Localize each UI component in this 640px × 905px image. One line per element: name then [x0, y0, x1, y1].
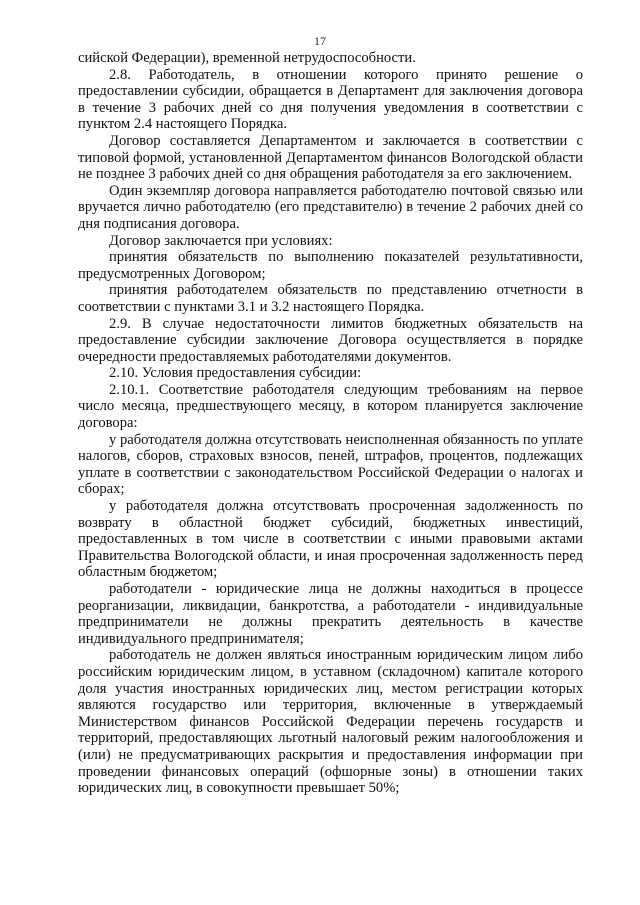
paragraph-2-10-1: 2.10.1. Соответствие работодателя следующим требованиям на первое число месяца, предшествующего месяцу, в котором планируется заключение договора: [78, 381, 583, 432]
paragraph-contract-copy: Один экземпляр договора направляется работодателю почтовой связью или вручается лично работодателю (его представителю) в течение 2 рабочих дней со дня подписания договора. [78, 182, 583, 232]
paragraph-requirement-debt: у работодателя должна отсутствовать просроченная задолженность по возврату в областной бюджет субсидий, бюджетных инвестиций, предоставленных в том числе в соответствии с иными правовыми актами Правительства Вологодской области, и иная просроченная задолженность перед областным бюджетом; [78, 498, 583, 581]
paragraph-requirement-offshore: работодатель не должен являться иностранным юридическим лицом либо российским юридическим лицом, в уставном (складочном) капитале которого доля участия иностранных юридических лиц, местом регистрации которых являются государство или территория, включенные в утверждаемый Министерством финансов Российской Федерации перечень государств и территорий, предоставляющих льготный налоговый режим налогообложения и (или) не предусматривающих раскрытия и предоставления информации при проведении финансовых операций (офшорные зоны) в отношении таких юридических лиц, в совокупности превышает 50%; [78, 647, 583, 797]
document-body [78, 50, 583, 797]
paragraph-continuation: сийской Федерации), временной нетрудоспособности. [78, 50, 416, 66]
paragraph-requirement-reorganization: работодатели - юридические лица не должны находиться в процессе реорганизации, ликвидации, банкротства, а работодатели - индивидуальные предприниматели не должны прекратить деятельность в качестве индивидуального предпринимателя; [78, 581, 583, 647]
paragraph-contract-drafting: Договор составляется Департаментом и заключается в соответствии с типовой формой, установленной Департаментом финансов Вологодской области не позднее 3 рабочих дней со дня обращения работодателя за его заключением. [78, 132, 583, 183]
paragraph-contract-conditions: Договор заключается при условиях: [109, 232, 333, 249]
paragraph-condition-reporting: принятия работодателем обязательств по представлению отчетности в соответствии с пунктами 3.1 и 3.2 настоящего Порядка. [78, 282, 583, 315]
paragraph-condition-indicators: принятия обязательств по выполнению показателей результативности, предусмотренных Договором; [78, 249, 583, 282]
paragraph-2-10: 2.10. Условия предоставления субсидии: [109, 365, 362, 382]
page-number: 17 [314, 34, 326, 48]
paragraph-requirement-taxes: у работодателя должна отсутствовать неисполненная обязанность по уплате налогов, сборов, страховых взносов, пеней, штрафов, процентов, подлежащих уплате в соответствии с законодательством Российской Федерации о налогах и сборах; [78, 431, 583, 498]
paragraph-2-8: 2.8. Работодатель, в отношении которого принято решение о предоставлении субсидии, обращается в Департамент для заключения договора в течение 3 рабочих дней со дня получения уведомления в соответствии с пунктом 2.4 настоящего Порядка. [78, 66, 583, 133]
paragraph-2-9: 2.9. В случае недостаточности лимитов бюджетных обязательств на предоставление субсидии заключение Договора осуществляется в порядке очередности предоставляемых работодателями документов. [78, 315, 583, 365]
